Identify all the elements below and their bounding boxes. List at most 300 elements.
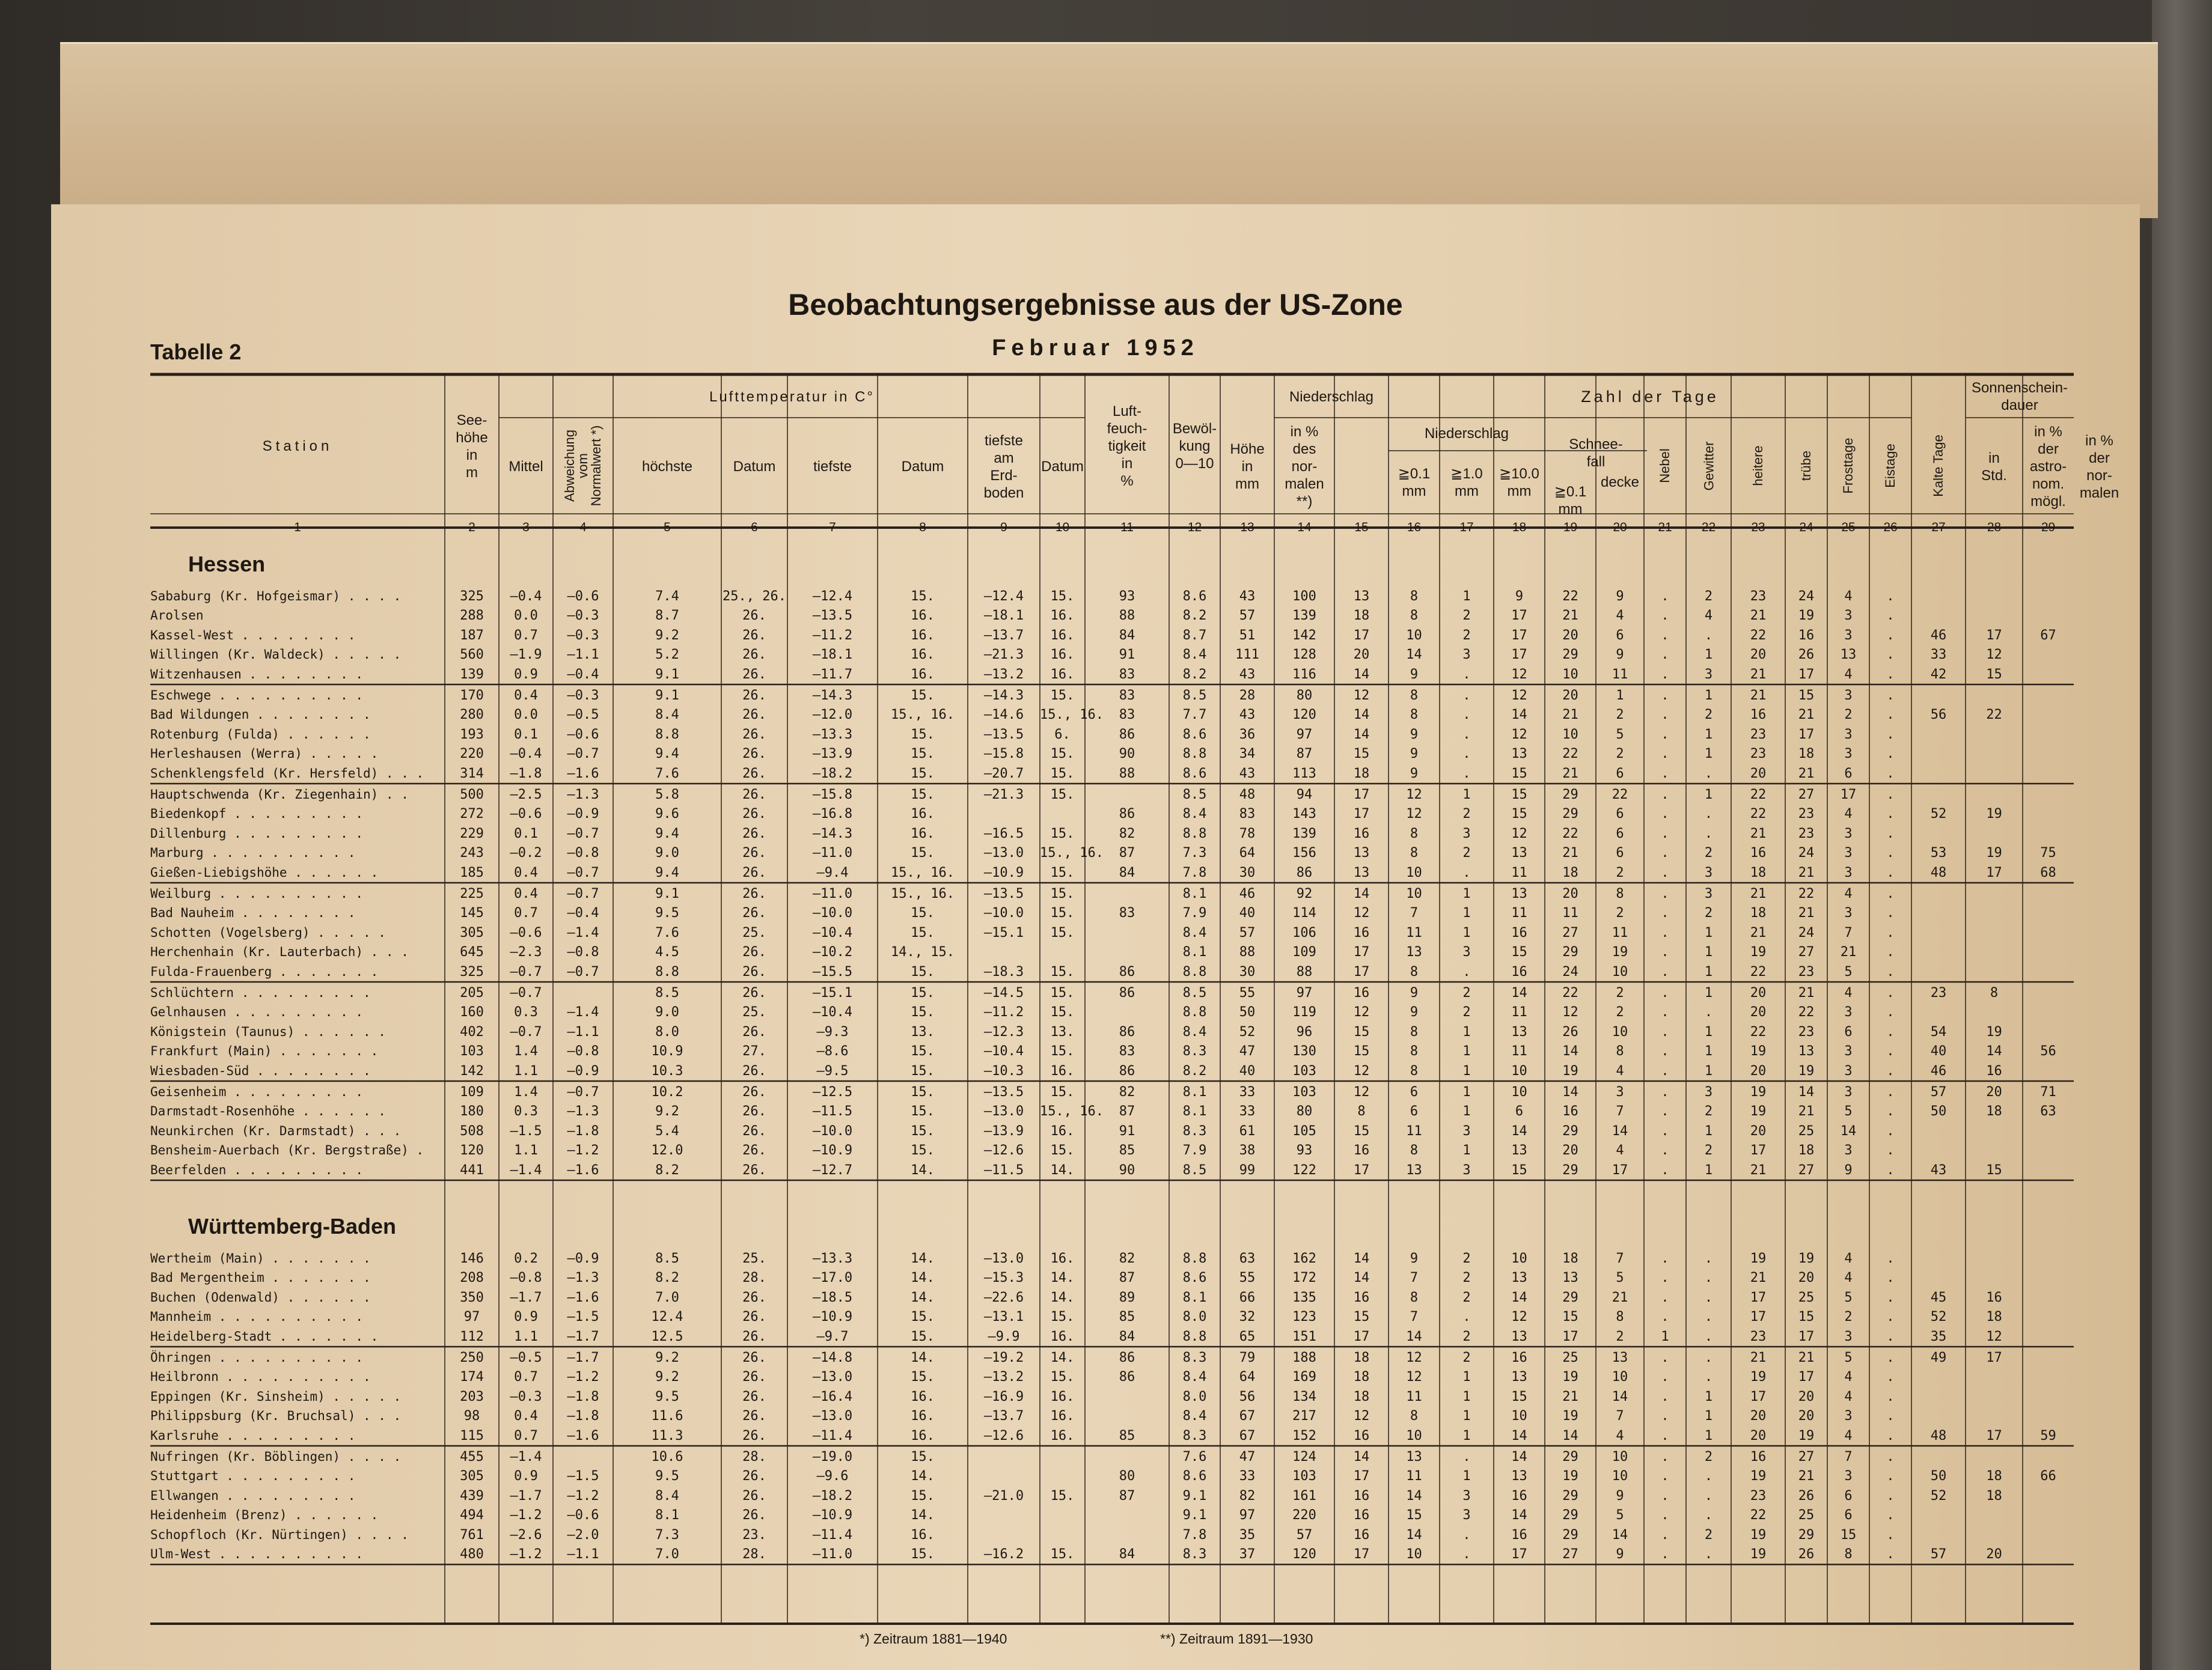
data-cell: 8.1	[1182, 886, 1207, 901]
data-cell: 10.6	[651, 1449, 683, 1464]
data-cell: 2	[1616, 746, 1624, 762]
data-cell: 15.	[1050, 986, 1075, 1001]
station-name: Frankfurt (Main) . . . . . . .	[150, 1044, 379, 1059]
data-cell: 12	[1986, 647, 2002, 663]
data-cell: 50	[1239, 1005, 1256, 1020]
data-cell: 15.	[911, 1085, 935, 1100]
column-number: 6	[751, 520, 758, 534]
data-cell: 1	[1462, 1143, 1471, 1159]
header-kalte-tage: Kalte Tage	[1931, 434, 1946, 497]
data-cell: —1.3	[567, 787, 599, 802]
data-cell: 97	[1239, 1508, 1256, 1523]
data-cell: 8.7	[1182, 627, 1207, 643]
data-cell: 116	[1292, 666, 1316, 682]
data-cell: 220	[1292, 1508, 1316, 1523]
data-cell: 98	[463, 1409, 480, 1424]
data-cell: 14	[1612, 1389, 1628, 1404]
data-cell: 7.8	[1182, 1527, 1207, 1543]
table-row	[51, 806, 2140, 826]
station-name: Geisenheim . . . . . . . . .	[150, 1085, 364, 1099]
data-cell: —1.6	[567, 1290, 599, 1305]
data-cell: 14	[1353, 1449, 1370, 1464]
data-cell: 13	[1511, 1469, 1527, 1484]
data-cell: .	[1661, 1469, 1669, 1484]
data-cell: 14	[1406, 1329, 1422, 1344]
data-cell: 0.7	[514, 1428, 538, 1443]
data-cell: 1	[1704, 1063, 1713, 1079]
data-cell: —0.2	[510, 846, 542, 861]
data-cell: 9.0	[655, 846, 679, 861]
data-cell: 12	[1406, 1350, 1422, 1365]
data-cell: —0.6	[510, 806, 542, 822]
data-cell: 1	[1704, 647, 1713, 663]
data-cell: 1	[1462, 1428, 1471, 1443]
data-cell: 16.	[1050, 1329, 1075, 1344]
data-cell: 48	[1239, 787, 1256, 802]
data-cell: 13	[1511, 1370, 1527, 1385]
table-row	[51, 766, 2140, 785]
data-cell: 174	[460, 1370, 484, 1385]
data-cell: 22	[1798, 886, 1815, 901]
data-cell: 86	[1119, 1370, 1135, 1385]
data-cell: 1.1	[514, 1329, 538, 1344]
page-stack	[60, 42, 2158, 218]
data-cell: —0.7	[567, 865, 599, 880]
data-cell: 21	[1798, 766, 1815, 781]
data-cell: 16	[1511, 1488, 1527, 1504]
data-cell: 4	[1616, 1143, 1624, 1159]
data-cell: 14.	[911, 1508, 935, 1523]
data-cell: 15.	[1050, 1309, 1075, 1325]
header-prozent-normalen-sonne: in % der nor- malen	[2079, 432, 2119, 501]
data-cell: 8	[1616, 1309, 1624, 1325]
data-cell: 8	[1357, 1104, 1366, 1120]
data-cell: 28.	[742, 1449, 766, 1464]
data-cell: 0.1	[514, 826, 538, 841]
data-cell: —15.5	[812, 964, 853, 980]
data-cell: 13	[1406, 1162, 1422, 1178]
data-cell: 1	[1462, 906, 1471, 921]
data-cell: 325	[460, 589, 484, 604]
data-cell: 15., 16.	[891, 707, 955, 723]
data-cell: .	[1886, 925, 1895, 940]
data-cell: 3	[1844, 1085, 1853, 1100]
data-cell: 26.	[742, 906, 766, 921]
data-cell: 8	[1410, 1063, 1419, 1079]
table-row	[51, 1064, 2140, 1083]
data-cell: 1	[1704, 1162, 1713, 1178]
data-cell: 29	[1562, 1488, 1578, 1504]
data-cell: .	[1661, 766, 1669, 781]
data-cell: 35	[1930, 1329, 1947, 1344]
data-cell: —2.5	[510, 787, 542, 802]
data-cell: 3	[1462, 1123, 1471, 1139]
data-cell: 350	[460, 1290, 484, 1305]
data-cell: 1	[1462, 1409, 1471, 1424]
data-cell: .	[1661, 1449, 1669, 1464]
data-cell: 56	[1239, 1389, 1256, 1404]
data-cell: 17	[1353, 1547, 1370, 1562]
column-number: 2	[468, 520, 475, 534]
data-cell: 1	[1462, 1389, 1471, 1404]
data-cell: .	[1886, 1162, 1895, 1178]
data-cell: 78	[1239, 826, 1256, 841]
data-cell: 26.	[742, 1428, 766, 1443]
header-schneefall-ge01: ≧0.1 mm	[1554, 483, 1587, 517]
data-cell: 2	[1462, 608, 1471, 624]
data-cell: 21	[1798, 1350, 1815, 1365]
data-cell: 97	[463, 1309, 480, 1325]
data-cell: 0.9	[514, 1469, 538, 1484]
table-row	[51, 1309, 2140, 1329]
station-name: Schotten (Vogelsberg) . . . . .	[150, 925, 386, 940]
data-cell: 26.	[742, 1162, 766, 1178]
data-cell: 15.	[1050, 1085, 1075, 1100]
station-name: Öhringen . . . . . . . . . .	[150, 1350, 364, 1365]
station-name: Heidenheim (Brenz) . . . . . .	[150, 1508, 379, 1523]
station-name: Philippsburg (Kr. Bruchsal) . . .	[150, 1409, 402, 1424]
data-cell: 20	[1798, 1389, 1815, 1404]
data-cell: 18	[1986, 1309, 2002, 1325]
data-cell: 15.	[1050, 1044, 1075, 1059]
data-cell: 7.8	[1182, 865, 1207, 880]
data-cell: .	[1886, 1329, 1895, 1344]
data-cell: 12	[1406, 1370, 1422, 1385]
data-cell: .	[1886, 1063, 1895, 1079]
data-cell: —9.4	[816, 865, 849, 880]
data-cell: 17	[1986, 1428, 2002, 1443]
data-cell: 15., 16.	[891, 886, 955, 901]
data-cell: .	[1462, 688, 1471, 703]
data-cell: .	[1661, 1024, 1669, 1040]
data-cell: 15.	[911, 1143, 935, 1159]
data-cell: 0.3	[514, 1104, 538, 1120]
data-cell: 508	[460, 1123, 484, 1139]
header-zahl-der-tage: Zahl der Tage	[1581, 387, 1719, 406]
data-cell: 16	[1511, 1350, 1527, 1365]
data-cell: 3	[1844, 865, 1853, 880]
data-cell: 402	[460, 1024, 484, 1040]
data-cell: 3	[1844, 846, 1853, 861]
data-cell: 3	[1462, 1508, 1471, 1523]
data-cell: 13	[1511, 746, 1527, 762]
data-cell: 1	[1704, 787, 1713, 802]
data-cell: 9.2	[655, 627, 679, 643]
data-cell: 0.4	[514, 886, 538, 901]
header-mittel: Mittel	[509, 459, 543, 475]
data-cell: 12	[1353, 1085, 1370, 1100]
data-cell: 5	[1616, 1270, 1624, 1286]
table-row	[51, 1163, 2140, 1182]
data-cell: 17	[1353, 787, 1370, 802]
data-cell: 10	[1406, 627, 1422, 643]
data-cell: .	[1661, 1104, 1669, 1120]
data-cell: 12	[1353, 1063, 1370, 1079]
data-cell: —11.5	[812, 1104, 853, 1120]
data-cell: 83	[1119, 906, 1135, 921]
data-cell: 30	[1239, 865, 1256, 880]
data-cell: 2	[1462, 1005, 1471, 1020]
data-cell: 17	[1511, 647, 1527, 663]
data-cell: —21.3	[983, 787, 1024, 802]
data-cell: 8	[1410, 964, 1419, 980]
data-cell: 3	[1844, 627, 1853, 643]
data-cell: 1	[1661, 1329, 1669, 1344]
data-cell: .	[1704, 1309, 1713, 1325]
data-cell: 8.3	[1182, 1123, 1207, 1139]
data-cell: 27	[1562, 1547, 1578, 1562]
data-cell: 26.	[742, 846, 766, 861]
data-cell: 151	[1292, 1329, 1316, 1344]
data-cell: 79	[1239, 1350, 1256, 1365]
data-cell: 761	[460, 1527, 484, 1543]
data-cell: 21	[1750, 826, 1767, 841]
data-cell: —1.5	[510, 1123, 542, 1139]
data-cell: 17	[1798, 666, 1815, 682]
data-cell: 16.	[911, 1389, 935, 1404]
data-cell: 9.1	[655, 688, 679, 703]
data-cell: 15.	[911, 766, 935, 781]
data-cell: —0.9	[567, 1063, 599, 1079]
data-cell: 26.	[742, 1024, 766, 1040]
table-page	[51, 204, 2140, 1670]
data-cell: 14.	[1050, 1162, 1075, 1178]
data-cell: 26.	[742, 1508, 766, 1523]
data-cell: 7.9	[1182, 1143, 1207, 1159]
data-cell: 16.	[1050, 608, 1075, 624]
data-cell: 16	[1511, 1527, 1527, 1543]
column-number: 9	[1000, 520, 1007, 534]
data-cell: 26	[1798, 1488, 1815, 1504]
column-number: 18	[1512, 520, 1527, 534]
data-cell: 494	[460, 1508, 484, 1523]
data-cell: 16	[1353, 925, 1370, 940]
data-cell: —10.0	[812, 906, 853, 921]
data-cell: 2	[1704, 1449, 1713, 1464]
data-cell: 23	[1750, 1488, 1767, 1504]
data-cell: 46	[1930, 1063, 1947, 1079]
data-cell: 1	[1704, 986, 1713, 1001]
data-cell: 23.	[742, 1527, 766, 1543]
data-cell: 1.1	[514, 1063, 538, 1079]
header-abweichung: Abweichung vom Normalwert *)	[562, 425, 603, 507]
data-cell: —13.5	[812, 608, 853, 624]
data-cell: 8.1	[1182, 1290, 1207, 1305]
data-cell: 217	[1292, 1409, 1316, 1424]
data-cell: 7.3	[655, 1527, 679, 1543]
data-cell: 33	[1930, 647, 1947, 663]
data-cell: 115	[460, 1428, 484, 1443]
data-cell: 15.	[1050, 886, 1075, 901]
data-cell: 8.8	[655, 964, 679, 980]
data-cell: .	[1886, 1309, 1895, 1325]
data-cell: 8	[1410, 826, 1419, 841]
data-cell: —12.4	[812, 589, 853, 604]
data-cell: 17	[1353, 1162, 1370, 1178]
data-cell: 109	[460, 1085, 484, 1100]
data-cell: 225	[460, 886, 484, 901]
data-cell: 84	[1119, 1329, 1135, 1344]
data-cell: 10	[1612, 1024, 1628, 1040]
data-cell: 33	[1239, 1104, 1256, 1120]
table-row	[51, 647, 2140, 666]
data-cell: 15.	[1050, 688, 1075, 703]
data-cell: .	[1886, 906, 1895, 921]
data-cell: 4	[1844, 886, 1853, 901]
data-cell: —1.5	[567, 1309, 599, 1325]
data-cell: —16.5	[983, 826, 1024, 841]
data-cell: .	[1704, 1350, 1713, 1365]
data-cell: 20	[1750, 986, 1767, 1001]
data-cell: .	[1704, 766, 1713, 781]
data-cell: 17	[1353, 1469, 1370, 1484]
data-cell: —0.5	[567, 707, 599, 723]
data-cell: —12.0	[812, 707, 853, 723]
data-cell: 1	[1462, 1024, 1471, 1040]
data-cell: —0.6	[567, 589, 599, 604]
data-cell: .	[1886, 666, 1895, 682]
data-cell: 21	[1798, 865, 1815, 880]
data-cell: .	[1886, 1488, 1895, 1504]
column-number: 8	[919, 520, 926, 534]
data-cell: 106	[1292, 925, 1316, 940]
data-cell: 26.	[742, 1290, 766, 1305]
data-cell: 13	[1353, 865, 1370, 880]
data-cell: 20	[1562, 886, 1578, 901]
table-row	[51, 746, 2140, 766]
data-cell: 16	[1511, 925, 1527, 940]
data-cell: 8.5	[1182, 1162, 1207, 1178]
data-cell: 15.	[911, 787, 935, 802]
data-cell: —10.4	[812, 1005, 853, 1020]
data-cell: 80	[1296, 688, 1313, 703]
data-cell: .	[1886, 589, 1895, 604]
data-cell: 3	[1844, 688, 1853, 703]
data-cell: 128	[1292, 647, 1316, 663]
station-name: Willingen (Kr. Waldeck) . . . . .	[150, 647, 402, 662]
station-name: Beerfelden . . . . . . . . .	[150, 1162, 364, 1177]
data-cell: —13.0	[812, 1370, 853, 1385]
table-row	[51, 1547, 2140, 1566]
data-cell: 16.	[1050, 1409, 1075, 1424]
data-cell: .	[1886, 1409, 1895, 1424]
data-cell: —1.6	[567, 766, 599, 781]
data-cell: 17	[1750, 1143, 1767, 1159]
table-row	[51, 1044, 2140, 1063]
data-cell: —12.4	[983, 589, 1024, 604]
data-cell: 14.	[911, 1251, 935, 1266]
table-row	[51, 925, 2140, 945]
data-cell: 16.	[911, 1428, 935, 1443]
data-cell: 37	[1239, 1547, 1256, 1562]
data-cell: 16.	[911, 1409, 935, 1424]
data-cell: 86	[1119, 1024, 1135, 1040]
data-cell: 8.8	[1182, 1251, 1207, 1266]
column-number: 23	[1751, 520, 1765, 534]
data-cell: 185	[460, 865, 484, 880]
data-cell: —13.0	[983, 846, 1024, 861]
data-cell: 15.	[911, 727, 935, 742]
data-cell: 8	[1410, 688, 1419, 703]
data-cell: 8	[1990, 986, 1999, 1001]
data-cell: 42	[1930, 666, 1947, 682]
data-cell: 7.9	[1182, 906, 1207, 921]
data-cell: 14.	[911, 1350, 935, 1365]
data-cell: 8.3	[1182, 1350, 1207, 1365]
header-gewitter: Gewitter	[1700, 441, 1716, 490]
data-cell: 83	[1119, 688, 1135, 703]
data-cell: 86	[1119, 727, 1135, 742]
data-cell: 142	[1292, 627, 1316, 643]
data-cell: 15.	[911, 1063, 935, 1079]
data-cell: 314	[460, 766, 484, 781]
data-cell: 15.	[1050, 1143, 1075, 1159]
data-cell: 43	[1239, 666, 1256, 682]
data-cell: 13	[1612, 1350, 1628, 1365]
data-cell: —18.1	[983, 608, 1024, 624]
data-cell: 11	[1511, 906, 1527, 921]
data-cell: —10.9	[812, 1508, 853, 1523]
data-cell: —16.8	[812, 806, 853, 822]
data-cell: 105	[1292, 1123, 1316, 1139]
data-cell: .	[1886, 1251, 1895, 1266]
data-cell: 12	[1511, 826, 1527, 841]
data-cell: 3	[1844, 746, 1853, 762]
data-cell: 6	[1410, 1085, 1419, 1100]
station-name: Heidelberg-Stadt . . . . . . .	[150, 1329, 379, 1344]
data-cell: —0.4	[567, 666, 599, 682]
data-cell: 23	[1750, 746, 1767, 762]
data-cell: 12	[1353, 1005, 1370, 1020]
data-cell: 15., 16.	[1040, 707, 1104, 723]
data-cell: 8.8	[1182, 1005, 1207, 1020]
data-cell: .	[1886, 1350, 1895, 1365]
data-cell: 10	[1562, 666, 1578, 682]
data-cell: 9	[1410, 986, 1419, 1001]
data-cell: 15	[1353, 1309, 1370, 1325]
data-cell: 84	[1119, 865, 1135, 880]
data-cell: 17	[1511, 1547, 1527, 1562]
data-cell: .	[1886, 1527, 1895, 1543]
table-row	[51, 688, 2140, 707]
data-cell: —0.6	[567, 727, 599, 742]
data-cell: .	[1462, 964, 1471, 980]
data-cell: 16.	[1050, 1251, 1075, 1266]
data-cell: 10	[1406, 1428, 1422, 1443]
data-cell: .	[1661, 1488, 1669, 1504]
data-cell: 21	[1798, 1104, 1815, 1120]
data-cell: .	[1661, 727, 1669, 742]
data-cell: 139	[1292, 826, 1316, 841]
data-cell: .	[1886, 707, 1895, 723]
data-cell: .	[1886, 647, 1895, 663]
data-cell: .	[1886, 964, 1895, 980]
data-cell: 9	[1410, 727, 1419, 742]
data-cell: 3	[1462, 647, 1471, 663]
data-cell: 2	[1616, 1329, 1624, 1344]
data-cell: 19	[1562, 1063, 1578, 1079]
data-cell: 15.	[911, 1329, 935, 1344]
data-cell: 7.7	[1182, 707, 1207, 723]
data-cell: 17	[1798, 1329, 1815, 1344]
data-cell: 23	[1798, 826, 1815, 841]
data-cell: .	[1886, 727, 1895, 742]
data-cell: .	[1704, 1488, 1713, 1504]
station-name: Weilburg . . . . . . . . . .	[150, 886, 364, 901]
data-cell: —11.0	[812, 846, 853, 861]
data-cell: —22.6	[983, 1290, 1024, 1305]
data-cell: 91	[1119, 1123, 1135, 1139]
